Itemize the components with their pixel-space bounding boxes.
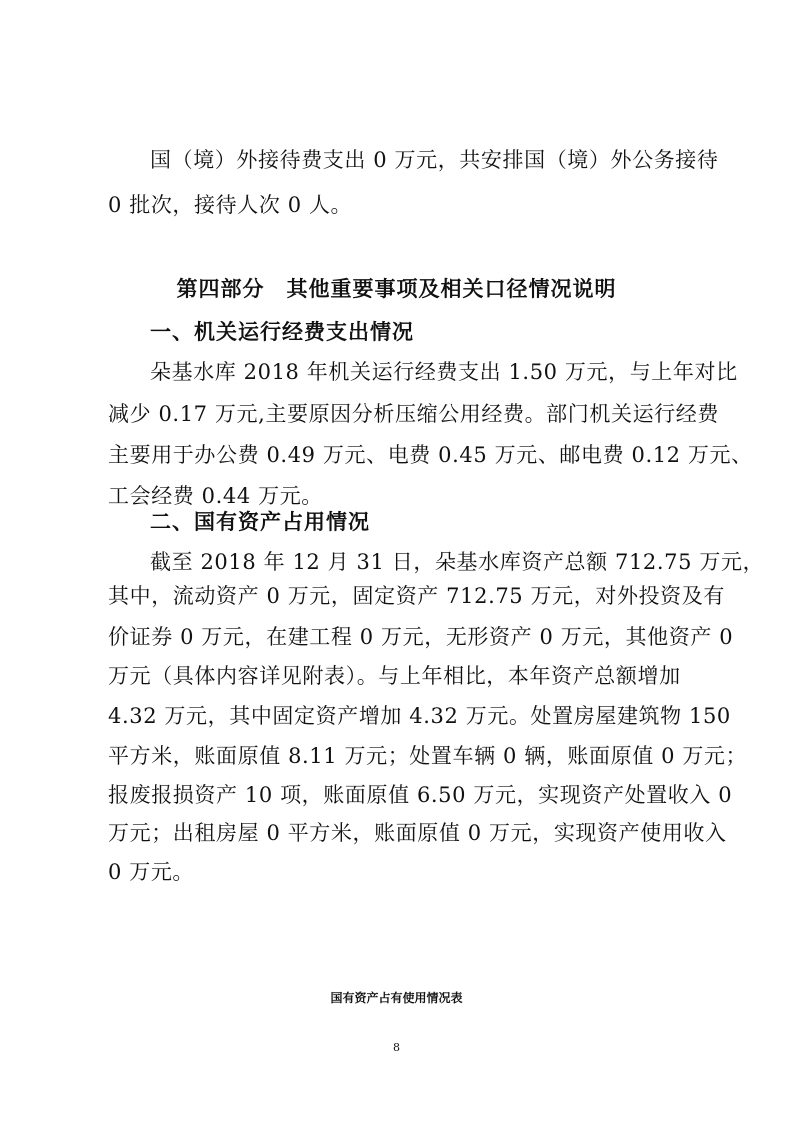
section-title: 第四部分 其他重要事项及相关口径情况说明 xyxy=(176,277,617,301)
intro-line-1: 国（境）外接待费支出 0 万元，共安排国（境）外公务接待 xyxy=(150,148,719,172)
part1-line-4: 工会经费 0.44 万元。 xyxy=(108,484,323,508)
part2-heading: 二、国有资产占用情况 xyxy=(150,510,370,534)
part2-line-2: 其中，流动资产 0 万元，固定资产 712.75 万元，对外投资及有 xyxy=(108,584,725,608)
part2-line-3: 价证券 0 万元，在建工程 0 万元，无形资产 0 万元，其他资产 0 xyxy=(108,625,734,649)
part2-line-9: 0 万元。 xyxy=(108,860,195,884)
part2-line-4: 万元（具体内容详见附表）。与上年相比，本年资产总额增加 xyxy=(108,664,681,688)
page-number: 8 xyxy=(393,1041,400,1054)
table-caption: 国有资产占有使用情况表 xyxy=(330,991,463,1005)
part1-line-2: 减少 0.17 万元,主要原因分析压缩公用经费。部门机关运行经费 xyxy=(108,402,719,426)
part2-line-6: 平方米，账面原值 8.11 万元；处置车辆 0 辆，账面原值 0 万元； xyxy=(108,744,748,768)
part2-line-7: 报废报损资产 10 项，账面原值 6.50 万元，实现资产处置收入 0 xyxy=(108,783,733,807)
part1-heading: 一、机关运行经费支出情况 xyxy=(150,320,414,344)
part1-line-3: 主要用于办公费 0.49 万元、电费 0.45 万元、邮电费 0.12 万元、 xyxy=(108,443,753,467)
intro-line-2: 0 批次，接待人次 0 人。 xyxy=(108,193,353,217)
part2-line-1: 截至 2018 年 12 月 31 日，朵基水库资产总额 712.75 万元， xyxy=(150,550,765,574)
part1-line-1: 朵基水库 2018 年机关运行经费支出 1.50 万元，与上年对比 xyxy=(150,360,738,384)
part2-line-5: 4.32 万元，其中固定资产增加 4.32 万元。处置房屋建筑物 150 xyxy=(108,704,731,728)
part2-line-8: 万元；出租房屋 0 平方米，账面原值 0 万元，实现资产使用收入 xyxy=(108,821,727,845)
